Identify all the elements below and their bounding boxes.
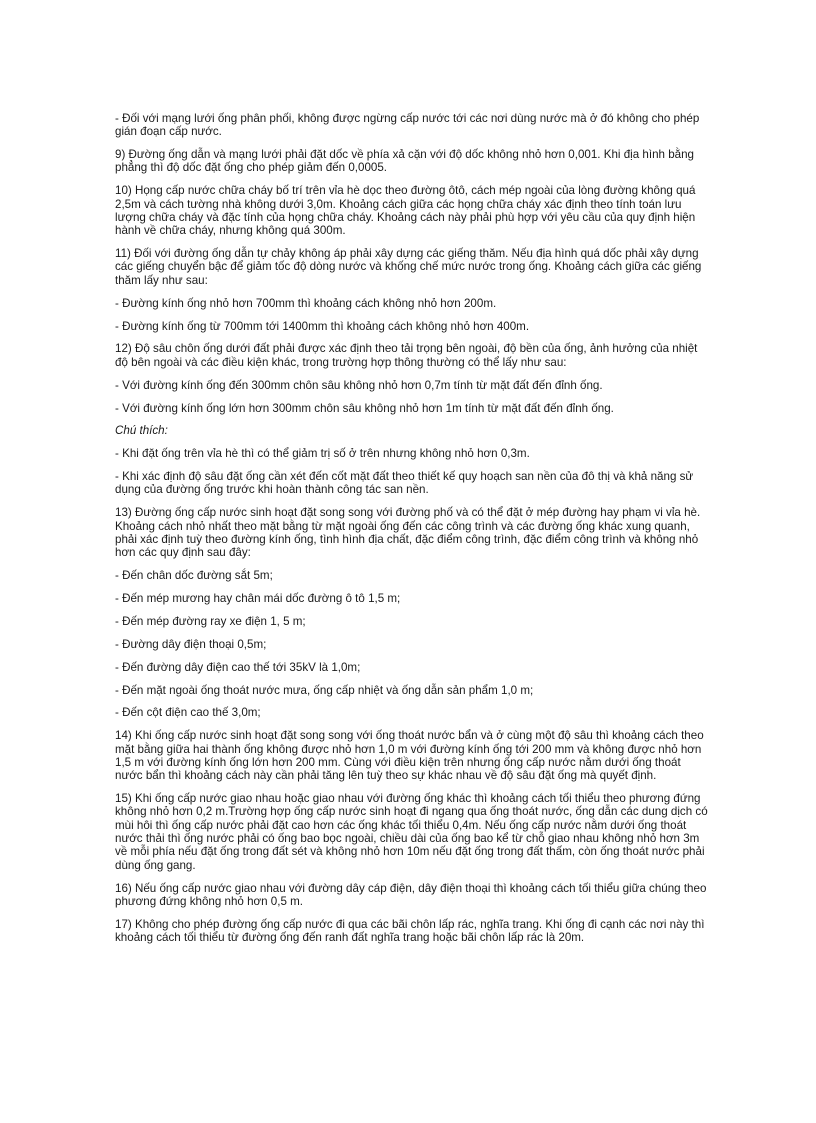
list-item-power-pole: - Đến cột điện cao thế 3,0m; bbox=[115, 706, 261, 720]
list-item-diameter-under-700: - Đường kính ống nhỏ hơn 700mm thì khoảng cách không nhỏ hơn 200m. bbox=[115, 296, 497, 310]
paragraph-10-fire-hydrant: 10) Họng cấp nước chữa cháy bố trí trên vỉa hè dọc theo đường ôtô, cách mép ngoài của lòng đường không quá 2,5m và cách tường nhà không dưới 3,0m. Khoảng cách giữa các họng chữa cháy xác định theo tính toán lưu lượng chữa cháy và đặc tính của họng chữa cháy. Khoảng cách này phải phù hợp với yêu cầu của quy định hiện hành về chữa cháy, nhưng không quá 300m. bbox=[115, 184, 696, 238]
paragraph-17-landfill-cemetery: 17) Không cho phép đường ống cấp nước đi qua các bãi chôn lấp rác, nghĩa trang. Khi ống đi cạnh các nơi này thì khoảng cách tối thiểu từ đường ống đến ranh đất nghĩa trang hoặc bãi chôn lấp rác là 20m. bbox=[115, 917, 705, 945]
list-item-diameter-700-1400: - Đường kính ống từ 700mm tới 1400mm thì khoảng cách không nhỏ hơn 400m. bbox=[115, 319, 530, 333]
paragraph-16-cable-crossing: 16) Nếu ống cấp nước giao nhau với đường dây cáp điện, dây điện thoại thì khoảng cách tối thiểu giữa chúng theo phương đứng không nhỏ hơn 0,5 m. bbox=[115, 881, 707, 908]
paragraph-11-gravity-pipes: 11) Đối với đường ống dẫn tự chảy không áp phải xây dựng các giếng thăm. Nếu địa hình quá dốc phải xây dựng các giếng chuyển bậc để giảm tốc độ dòng nước và khống chế mức nước trong ống. Khoảng cách giữa các giếng thăm lấy như sau: bbox=[115, 247, 702, 287]
list-item-drain-pipe: - Đến mặt ngoài ống thoát nước mưa, ống cấp nhiệt và ống dẫn sản phẩm 1,0 m; bbox=[115, 683, 534, 697]
paragraph-12-burial-depth: 12) Độ sâu chôn ống dưới đất phải được xác định theo tải trọng bên ngoài, độ bền của ống, ảnh hưởng của nhiệt độ bên ngoài và các điều kiện khác, trong trường hợp thông thường có thể lấy như sau: bbox=[115, 342, 698, 369]
list-item-phone-line: - Đường dây điện thoại 0,5m; bbox=[115, 637, 267, 651]
list-item-ditch: - Đến mép mương hay chân mái dốc đường ô tô 1,5 m; bbox=[115, 592, 401, 606]
note-item-ground-level: - Khi xác định độ sâu đặt ống cần xét đến cốt mặt đất theo thiết kế quy hoạch san nền của đô thị và khả năng sử dụng của đường ống trước khi hoàn thành công tác san nền. bbox=[115, 470, 694, 497]
paragraph-15-pipe-crossing: 15) Khi ống cấp nước giao nhau hoặc giao nhau với đường ống khác thì khoảng cách tối thiểu theo phương đứng không nhỏ hơn 0,2 m.Trường hợp ống cấp nước sinh hoạt đi ngang qua ống thoát nước, ống dẫn các dung dịch có mùi hôi thì ống cấp nước phải đặt cao hơn các ống khác tối thiểu 0,4m. Nếu ống cấp nước nằm dưới ống thoát nước thải thì ống nước phải có ống bao bọc ngoài, chiều dài của ống bao kể từ chỗ giao nhau không nhỏ hơn 3m về mỗi phía nếu đặt ống trong đất sét và không nhỏ hơn 10m nếu đặt ống trong đất thấm, còn ống thoát nước phải dùng ống gang. bbox=[115, 792, 708, 872]
paragraph-14-sewer-parallel: 14) Khi ống cấp nước sinh hoạt đặt song song với ống thoát nước bẩn và ở cùng một độ sâu thì khoảng cách theo mặt bằng giữa hai thành ống không được nhỏ hơn 1,0 m với đường kính ống tới 200 mm và không được nhỏ hơn 1,5 m với đường kính ống lớn hơn 200 mm. Cùng với điều kiện trên nhưng ống cấp nước nằm dưới ống thoát nước bẩn thì khoảng cách này cần phải tăng lên tuỳ theo sự khác nhau về độ sâu đặt ống mà quyết định. bbox=[115, 729, 704, 783]
list-item-depth-over-300mm: - Với đường kính ống lớn hơn 300mm chôn sâu không nhỏ hơn 1m tính từ mặt đất đến đỉnh ống. bbox=[115, 401, 614, 415]
note-heading: Chú thích: bbox=[115, 424, 168, 438]
list-item-railway: - Đến chân dốc đường sắt 5m; bbox=[115, 569, 273, 583]
list-item-power-line: - Đến đường dây điện cao thế tới 35kV là 1,0m; bbox=[115, 660, 361, 674]
note-item-sidewalk: - Khi đặt ống trên vỉa hè thì có thể giảm trị số ở trên nhưng không nhỏ hơn 0,3m. bbox=[115, 447, 530, 461]
list-item-tram-rail: - Đến mép đường ray xe điện 1, 5 m; bbox=[115, 614, 306, 628]
document-body bbox=[115, 112, 711, 954]
list-item-depth-300mm: - Với đường kính ống đến 300mm chôn sâu không nhỏ hơn 0,7m tính từ mặt đất đến đỉnh ống. bbox=[115, 378, 603, 392]
paragraph-13-parallel-pipes: 13) Đường ống cấp nước sinh hoạt đặt song song với đường phố và có thể đặt ở mép đường hay phạm vi vỉa hè. Khoảng cách nhỏ nhất theo mặt bằng từ mặt ngoài ống đến các công trình và các đường ống khác xung quanh, phải xác định tuỳ theo đường kính ống, tình hình địa chất, đặc điểm công trình, đặc điểm công trình và không nhỏ hơn các quy định sau đây: bbox=[115, 506, 701, 560]
paragraph-9-pipe-slope: 9) Đường ống dẫn và mạng lưới phải đặt dốc về phía xả cặn với độ dốc không nhỏ hơn 0,001. Khi địa hình bằng phẳng thì độ dốc đặt ống cho phép giảm đến 0,0005. bbox=[115, 148, 694, 175]
paragraph-distribution-network: - Đối với mạng lưới ống phân phối, không được ngừng cấp nước tới các nơi dùng nước mà ở đó không cho phép gián đoạn cấp nước. bbox=[115, 112, 700, 139]
